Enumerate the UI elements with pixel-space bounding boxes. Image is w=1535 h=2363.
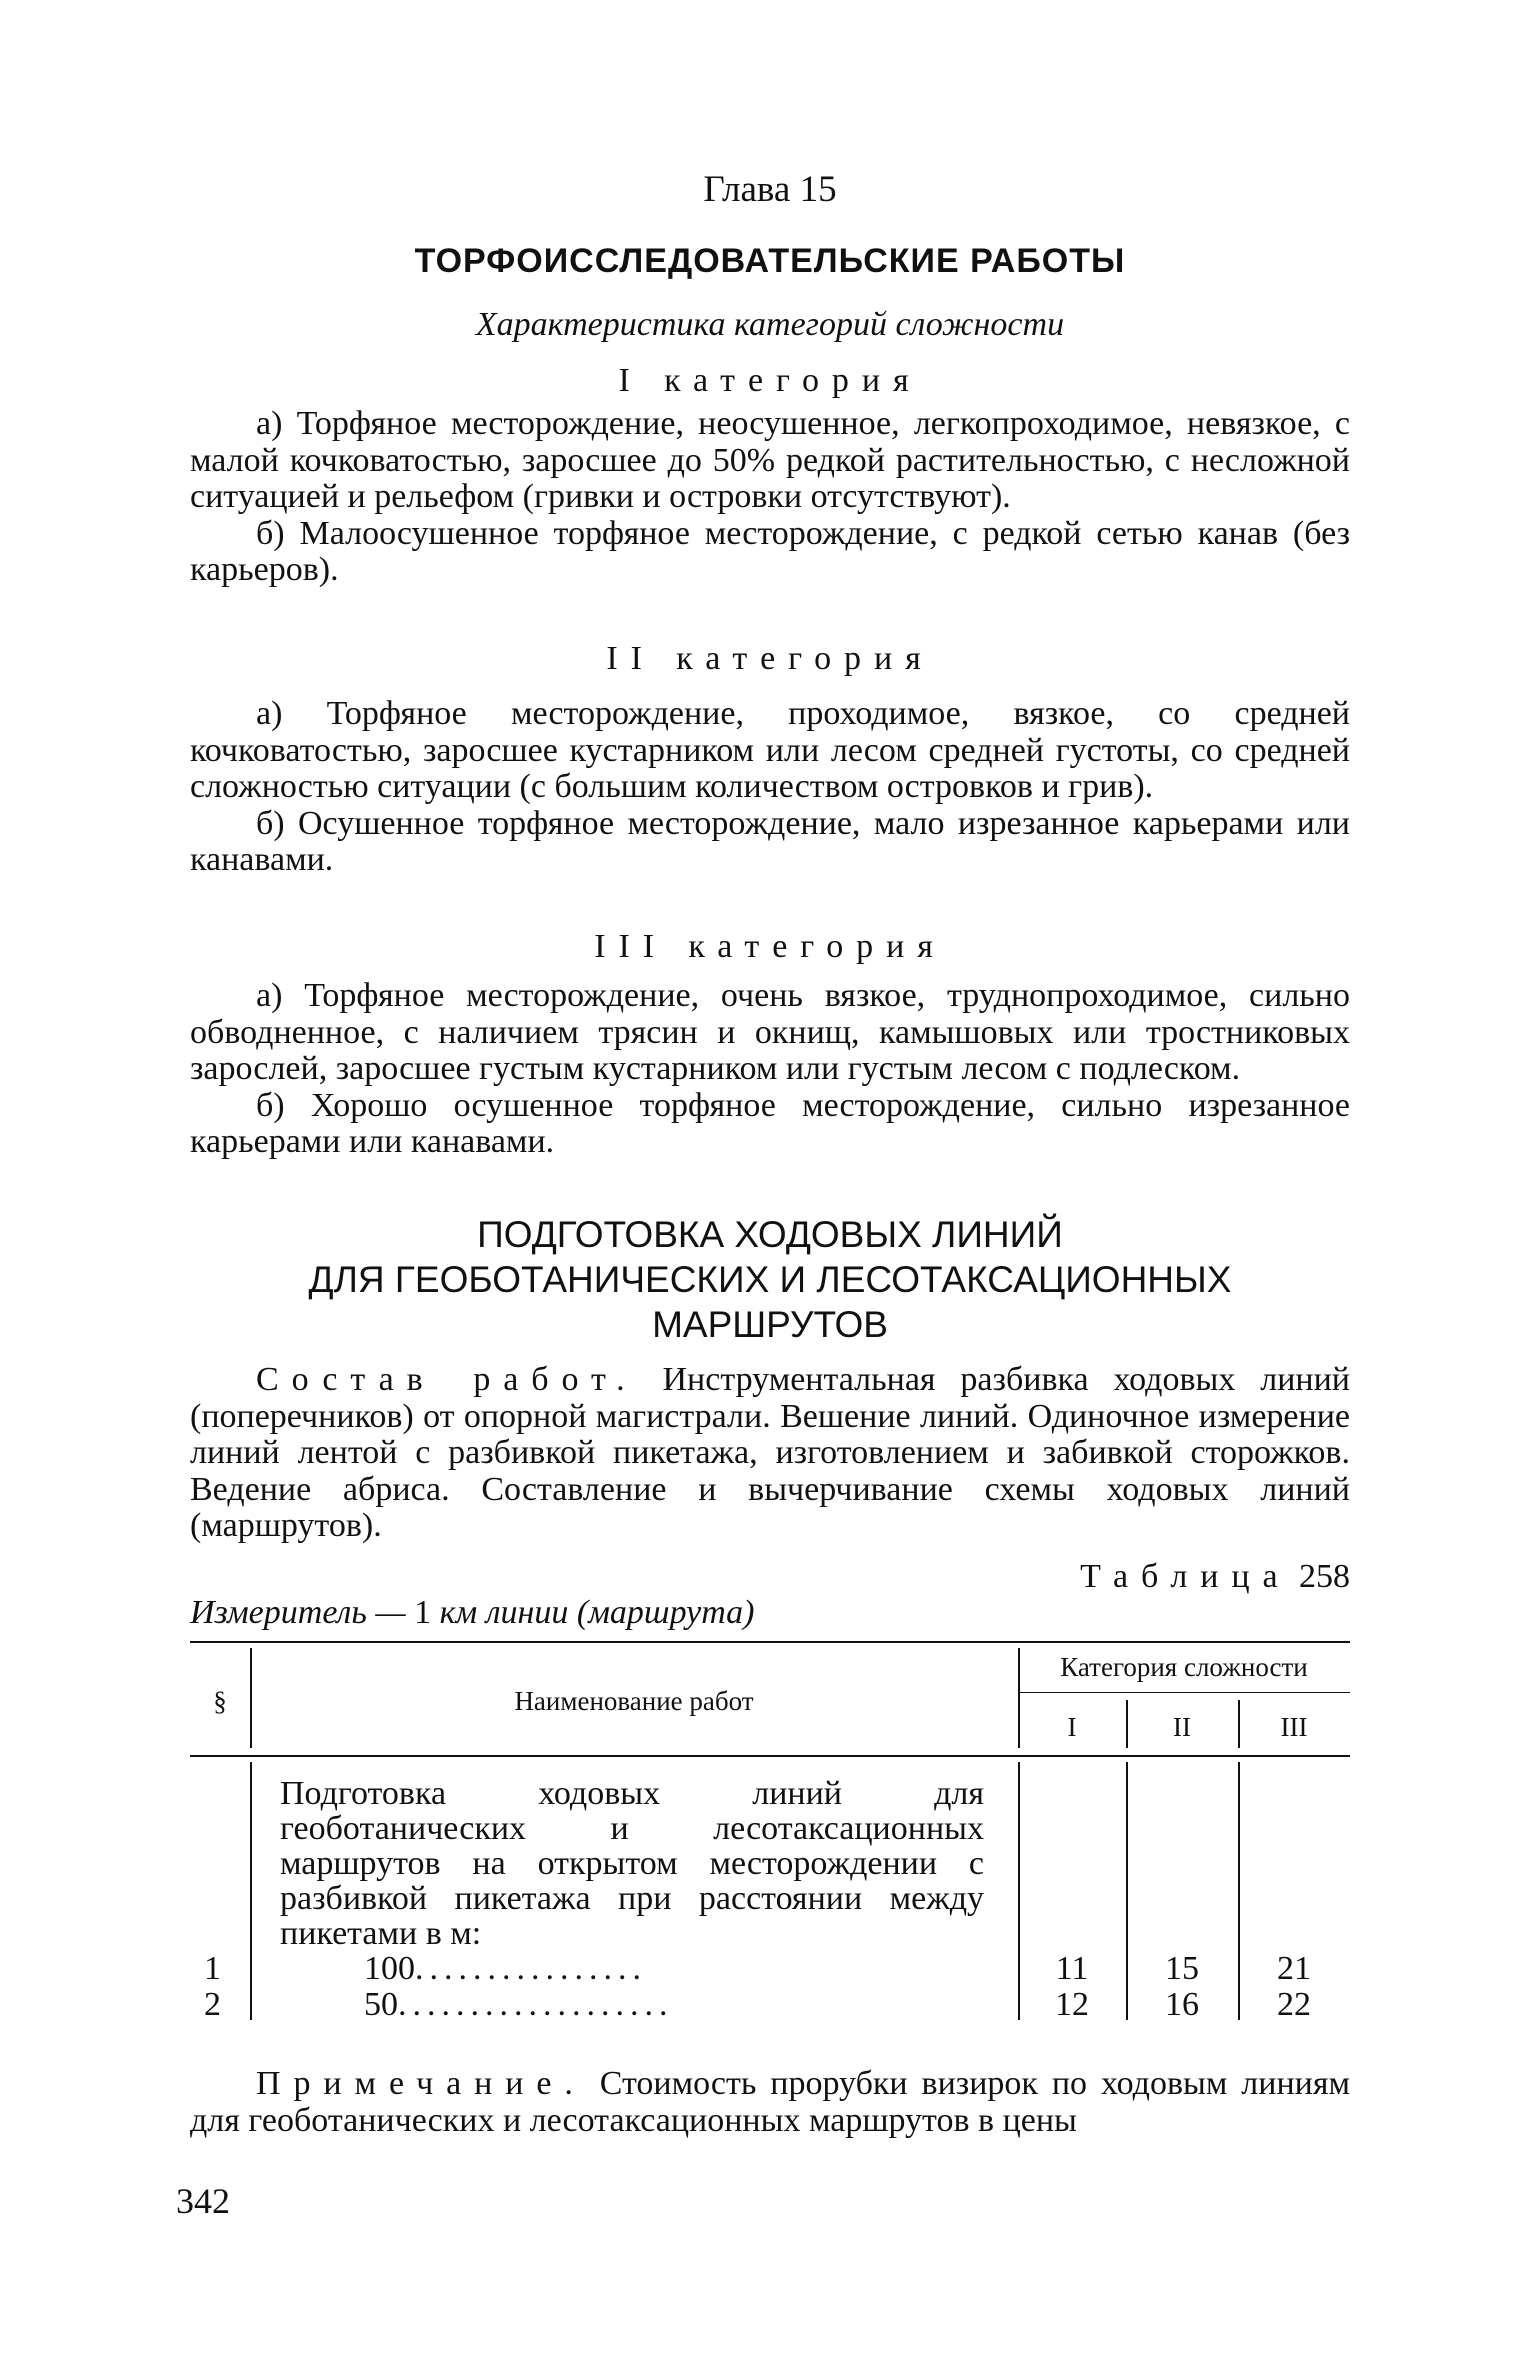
category-1-item-a: а) Торфяное месторождение, неосушенное, легкопроходимое, невязкое, с малой кочковатостью, заросшее до 50% редкой растительностью, с несложной ситуацией и рельефом (гривки и островки отсутствуют). <box>190 405 1350 515</box>
section-title-line-1: ПОДГОТОВКА ХОДОВЫХ ЛИНИЙ <box>477 1214 1063 1255</box>
composition-text: Инструментальная разбивка ходовых линий (поперечников) от опорной магистрали. Вешение линий. Одиночное измерение линий лентой с разбивкой пикетажа, изготовлением и забивкой сторожков. Ведение абриса. Составление и вычерчивание схемы ходовых линий (маршрутов). <box>190 1361 1350 1544</box>
row-1-cat-2: 15 <box>1165 1950 1199 1987</box>
table-meter <box>190 1594 755 1632</box>
row-1-cat-3: 21 <box>1277 1950 1311 1987</box>
table-caption <box>1080 1558 1350 1596</box>
table-top-rule <box>190 1641 1350 1643</box>
note <box>190 2066 1350 2139</box>
row-1-number: 1 <box>204 1950 221 1987</box>
row-2-label: 50................... <box>364 1986 674 2023</box>
table-header-rule <box>190 1755 1350 1757</box>
composition-label: Состав работ. <box>256 1361 638 1398</box>
header-category-group: Категория сложности <box>1060 1652 1308 1682</box>
header-name: Наименование работ <box>514 1686 754 1716</box>
row-2-cat-3: 22 <box>1277 1986 1311 2023</box>
row-2-cat-2: 16 <box>1165 1986 1199 2023</box>
category-3-item-a: а) Торфяное месторождение, очень вязкое, труднопроходимое, сильно обводненное, с наличием трясин и окнищ, камышовых или тростниковых зарослей, заросшее густым кустарником или густым лесом с подлеском. <box>190 977 1350 1087</box>
chapter-label: Глава 15 <box>703 169 837 210</box>
table-group-rule <box>1018 1692 1350 1693</box>
category-2-item-a: а) Торфяное месторождение, проходимое, вязкое, со средней кочковатостью, заросшее кустарником или лесом средней густоты, со средней сложностью ситуации (с большим количеством островков и грив). <box>190 695 1350 805</box>
header-category-2: II <box>1173 1712 1191 1742</box>
meter-suffix: км линии (маршрута) <box>431 1594 755 1631</box>
table-caption-label: Таблица <box>1080 1558 1291 1595</box>
row-1-label: 100................ <box>364 1950 647 1987</box>
category-3-item-b: б) Хорошо осушенное торфяное месторождение, сильно изрезанное карьерами или канавами. <box>190 1086 1350 1160</box>
meter-num: 1 <box>414 1594 432 1631</box>
category-3-body <box>190 978 1350 1161</box>
chapter-title: ТОРФОИССЛЕДОВАТЕЛЬСКИЕ РАБОТЫ <box>414 242 1126 280</box>
row-1-cat-1: 11 <box>1055 1950 1089 1987</box>
chapter-subtitle: Характеристика категорий сложности <box>475 306 1065 343</box>
category-heading-3: III категория <box>594 928 946 965</box>
note-text: Стоимость прорубки визирок по ходовым линиям для геоботанических и лесотаксационных маршрутов в цены <box>190 2065 1351 2139</box>
category-1-body <box>190 406 1350 589</box>
section-title-line-3: МАРШРУТОВ <box>652 1304 888 1345</box>
header-category-3: III <box>1280 1712 1308 1742</box>
page-number: 342 <box>176 2181 230 2221</box>
section-title <box>190 1212 1350 1347</box>
header-section: § <box>213 1686 227 1716</box>
meter-prefix: Измеритель — <box>190 1594 415 1631</box>
section-title-line-2: ДЛЯ ГЕОБОТАНИЧЕСКИХ И ЛЕСОТАКСАЦИОННЫХ <box>308 1259 1232 1300</box>
work-composition <box>190 1362 1350 1545</box>
category-2-body <box>190 696 1350 879</box>
row-2-cat-1: 12 <box>1055 1986 1089 2023</box>
header-category-1: I <box>1067 1712 1077 1742</box>
row-2-number: 2 <box>204 1986 221 2023</box>
note-label: Примечание. <box>256 2065 586 2102</box>
task-description: Подготовка ходовых линий для геоботанических и лесотаксационных маршрутов на открытом месторождении с разбивкой пикетажа при расстоянии между пикетами в м: <box>280 1775 984 1952</box>
category-heading-1: I категория <box>618 362 922 399</box>
category-1-item-b: б) Малоосушенное торфяное месторождение, с редкой сетью канав (без карьеров). <box>190 514 1350 588</box>
category-2-item-b: б) Осушенное торфяное месторождение, мало изрезанное карьерами или канавами. <box>190 804 1350 878</box>
category-heading-2: II категория <box>606 640 934 677</box>
table-caption-number: 258 <box>1299 1558 1350 1595</box>
